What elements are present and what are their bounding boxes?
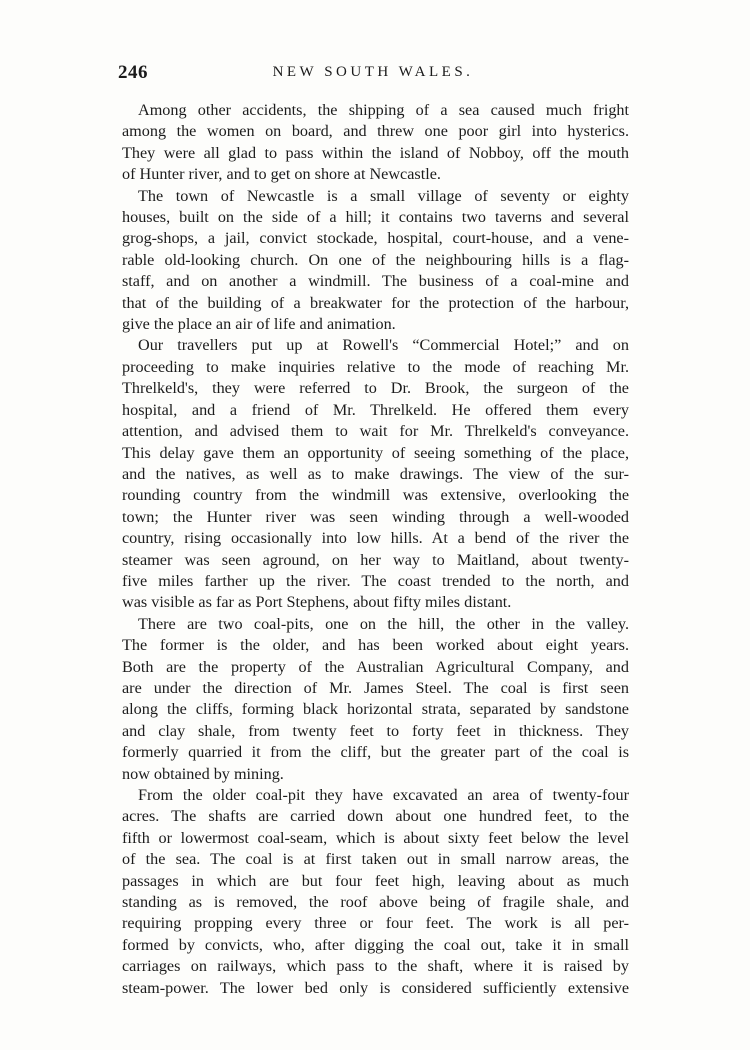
text-line: Among other accidents, the shipping of a sea caused much fright bbox=[138, 101, 629, 119]
text-line: grog-shops, a jail, convict stockade, hospital, court-house, and a vene- bbox=[122, 229, 629, 248]
text-line: There are two coal-pits, one on the hill, the other in the valley. bbox=[138, 614, 629, 633]
text-line: Our travellers put up at Rowell's “Commercial Hotel;” and on bbox=[138, 336, 629, 355]
text-line: are under the direction of Mr. James Steel. The coal is first seen bbox=[122, 678, 629, 697]
text-line: rable old-looking church. On one of the neighbouring hills is a flag- bbox=[122, 250, 629, 269]
text-line: acres. The shafts are carried down about one hundred feet, to the bbox=[122, 807, 629, 826]
text-line: passages in which are but four feet high, leaving about as much bbox=[122, 871, 629, 890]
text-line: that of the building of a breakwater for the protection of the harbour, bbox=[122, 293, 629, 312]
text-line: requiring propping every three or four feet. The work is all per- bbox=[122, 914, 629, 933]
paragraph bbox=[122, 100, 629, 186]
text-line: The town of Newcastle is a small village of seventy or eighty bbox=[138, 186, 629, 205]
page-number: 246 bbox=[118, 62, 148, 83]
running-head bbox=[118, 62, 628, 86]
text-line: Both are the property of the Australian Agricultural Company, and bbox=[122, 657, 629, 676]
text-line: of the sea. The coal is at first taken out in small narrow areas, the bbox=[122, 850, 629, 869]
paragraph bbox=[122, 785, 629, 999]
text-line: rounding country from the windmill was extensive, overlooking the bbox=[122, 486, 629, 505]
text-line: among the women on board, and threw one poor girl into hysterics. bbox=[122, 122, 629, 141]
paragraph bbox=[122, 614, 629, 785]
text-line: five miles farther up the river. The coast trended to the north, and bbox=[122, 571, 629, 590]
text-line: This delay gave them an opportunity of seeing something of the place, bbox=[122, 443, 629, 462]
text-line: houses, built on the side of a hill; it contains two taverns and several bbox=[122, 208, 629, 227]
paragraph bbox=[122, 335, 629, 613]
body-text bbox=[122, 100, 629, 999]
text-line: steam-power. The lower bed only is considered sufficiently extensive bbox=[122, 978, 629, 997]
text-line: hospital, and a friend of Mr. Threlkeld. He offered them every bbox=[122, 400, 629, 419]
text-line: now obtained by mining. bbox=[122, 764, 284, 783]
text-line: country, rising occasionally into low hills. At a bend of the river the bbox=[122, 529, 629, 548]
text-line: attention, and advised them to wait for Mr. Threlkeld's conveyance. bbox=[122, 422, 629, 441]
text-line: formed by convicts, who, after digging the coal out, take it in small bbox=[122, 935, 629, 954]
paragraph bbox=[122, 186, 629, 336]
text-line: The former is the older, and has been worked about eight years. bbox=[122, 636, 629, 655]
text-line: along the cliffs, forming black horizontal strata, separated by sandstone bbox=[122, 700, 629, 719]
text-line: From the older coal-pit they have excavated an area of twenty-four bbox=[138, 786, 629, 804]
text-line: Threlkeld's, they were referred to Dr. Brook, the surgeon of the bbox=[122, 379, 629, 398]
running-title: NEW SOUTH WALES. bbox=[272, 64, 474, 80]
text-line: They were all glad to pass within the island of Nobboy, off the mouth bbox=[122, 143, 629, 162]
text-line: and clay shale, from twenty feet to forty feet in thickness. They bbox=[122, 721, 629, 740]
text-line: give the place an air of life and animation. bbox=[122, 315, 396, 334]
text-line: standing as is removed, the roof above being of fragile shale, and bbox=[122, 893, 629, 912]
text-line: proceeding to make inquiries relative to the mode of reaching Mr. bbox=[122, 357, 629, 376]
text-line: town; the Hunter river was seen winding through a well-wooded bbox=[122, 507, 629, 526]
text-line: of Hunter river, and to get on shore at Newcastle. bbox=[122, 165, 441, 184]
text-line: fifth or lowermost coal-seam, which is about sixty feet below the level bbox=[122, 828, 629, 847]
text-line: staff, and on another a windmill. The business of a coal-mine and bbox=[122, 272, 629, 291]
text-line: and the natives, as well as to make drawings. The view of the sur- bbox=[122, 464, 629, 483]
text-line: carriages on railways, which pass to the shaft, where it is raised by bbox=[122, 957, 629, 976]
text-line: formerly quarried it from the cliff, but the greater part of the coal is bbox=[122, 743, 629, 762]
text-line: was visible as far as Port Stephens, about fifty miles distant. bbox=[122, 593, 512, 612]
text-line: steamer was seen aground, on her way to Maitland, about twenty- bbox=[122, 550, 629, 569]
